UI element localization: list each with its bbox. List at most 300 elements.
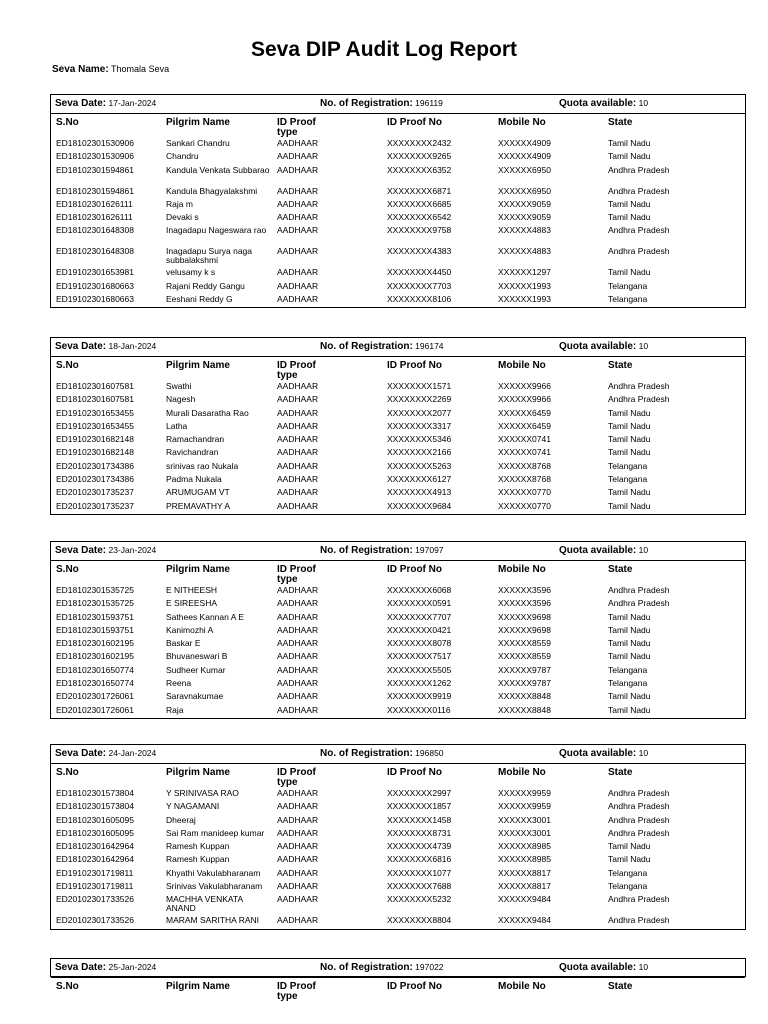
cell-mobile-no: XXXXXX6950 bbox=[498, 164, 551, 175]
registration-count-label: No. of Registration: bbox=[320, 98, 413, 109]
cell-id-proof-no: XXXXXXXX5263 bbox=[387, 460, 452, 471]
seva-date-label: Seva Date: bbox=[55, 545, 107, 556]
cell-state: Andhra Pradesh bbox=[608, 814, 670, 825]
cell-sno: ED18102301605095 bbox=[56, 814, 134, 825]
quota-available-value: 10 bbox=[638, 962, 649, 972]
cell-pilgrim-name: Ramachandran bbox=[166, 434, 225, 445]
cell-pilgrim-name: Sathees Kannan A E bbox=[166, 611, 244, 622]
cell-id-proof-type: AADHAAR bbox=[277, 894, 319, 905]
col-sno: S.No bbox=[56, 360, 79, 371]
cell-state: Tamil Nadu bbox=[608, 841, 651, 852]
seva-date-label: Seva Date: bbox=[55, 98, 107, 109]
cell-pilgrim-name: Kandula Bhagyalakshmi bbox=[166, 185, 258, 196]
cell-id-proof-no: XXXXXXXX9684 bbox=[387, 500, 452, 511]
column-headers bbox=[51, 978, 745, 1002]
cell-pilgrim-name: Devaki s bbox=[166, 212, 199, 223]
cell-state: Tamil Nadu bbox=[608, 854, 651, 865]
cell-mobile-no: XXXXXX8848 bbox=[498, 704, 551, 715]
block-header bbox=[51, 959, 745, 978]
cell-sno: ED18102301594861 bbox=[56, 164, 134, 175]
cell-mobile-no: XXXXXX6459 bbox=[498, 420, 551, 431]
table-row bbox=[51, 212, 745, 225]
seva-date-block bbox=[50, 337, 746, 515]
table-row bbox=[51, 474, 745, 487]
block-header bbox=[51, 542, 745, 561]
cell-state: Telangana bbox=[608, 280, 648, 291]
col-pilgrim-name: Pilgrim Name bbox=[166, 767, 230, 778]
cell-mobile-no: XXXXXX0741 bbox=[498, 447, 551, 458]
registration-count-value: 197097 bbox=[415, 545, 444, 555]
cell-id-proof-no: XXXXXXXX7703 bbox=[387, 280, 452, 291]
cell-state: Tamil Nadu bbox=[608, 198, 651, 209]
table-row bbox=[51, 788, 745, 801]
table-row bbox=[51, 461, 745, 474]
table-row bbox=[51, 487, 745, 500]
cell-state: Tamil Nadu bbox=[608, 638, 651, 649]
cell-pilgrim-name: Y SRINIVASA RAO bbox=[166, 788, 239, 798]
cell-id-proof-type: AADHAAR bbox=[277, 788, 319, 798]
registration-count-label: No. of Registration: bbox=[320, 748, 413, 759]
cell-id-proof-type: AADHAAR bbox=[277, 474, 319, 485]
registration-count-value: 196119 bbox=[415, 98, 443, 108]
cell-id-proof-no: XXXXXXXX4450 bbox=[387, 267, 452, 278]
cell-mobile-no: XXXXXX1993 bbox=[498, 280, 551, 291]
cell-sno: ED19102301680663 bbox=[56, 294, 134, 305]
cell-state: Telangana bbox=[608, 460, 648, 471]
col-id-proof-no: ID Proof No bbox=[387, 360, 442, 371]
cell-mobile-no: XXXXXX8768 bbox=[498, 474, 551, 485]
cell-mobile-no: XXXXXX9966 bbox=[498, 381, 551, 391]
cell-id-proof-type: AADHAAR bbox=[277, 915, 319, 926]
cell-state: Tamil Nadu bbox=[608, 138, 651, 148]
cell-state: Tamil Nadu bbox=[608, 651, 651, 662]
cell-pilgrim-name: Dheeraj bbox=[166, 814, 196, 825]
cell-sno: ED18102301626111 bbox=[56, 198, 133, 209]
quota-available-value: 10 bbox=[638, 748, 649, 758]
cell-id-proof-type: AADHAAR bbox=[277, 381, 319, 391]
quota-available-label: Quota available: bbox=[559, 748, 637, 759]
col-state: State bbox=[608, 767, 633, 778]
cell-state: Andhra Pradesh bbox=[608, 164, 670, 175]
quota-available-label: Quota available: bbox=[559, 545, 637, 556]
seva-date bbox=[55, 98, 156, 109]
cell-id-proof-no: XXXXXXXX1857 bbox=[387, 801, 452, 812]
col-id-proof-type: ID Proof type bbox=[277, 767, 316, 788]
cell-sno: ED18102301593751 bbox=[56, 611, 134, 622]
seva-date-block bbox=[50, 541, 746, 719]
cell-state: Tamil Nadu bbox=[608, 407, 651, 418]
cell-sno: ED19102301719811 bbox=[56, 867, 134, 878]
cell-id-proof-type: AADHAAR bbox=[277, 164, 319, 175]
cell-state: Tamil Nadu bbox=[608, 500, 651, 511]
cell-id-proof-no: XXXXXXXX2997 bbox=[387, 788, 452, 798]
cell-sno: ED18102301648308 bbox=[56, 225, 134, 236]
table-row bbox=[51, 246, 745, 267]
cell-mobile-no: XXXXXX4883 bbox=[498, 225, 551, 236]
table-row bbox=[51, 434, 745, 447]
cell-id-proof-type: AADHAAR bbox=[277, 585, 319, 595]
cell-id-proof-type: AADHAAR bbox=[277, 598, 319, 609]
col-state: State bbox=[608, 360, 633, 371]
cell-id-proof-no: XXXXXXXX0421 bbox=[387, 624, 452, 635]
cell-state: Tamil Nadu bbox=[608, 487, 651, 498]
seva-date-block bbox=[50, 958, 746, 1002]
cell-id-proof-no: XXXXXXXX9265 bbox=[387, 151, 452, 162]
cell-id-proof-no: XXXXXXXX1262 bbox=[387, 678, 452, 689]
cell-pilgrim-name: Latha bbox=[166, 420, 188, 431]
cell-pilgrim-name: Sudheer Kumar bbox=[166, 664, 226, 675]
cell-mobile-no: XXXXXX9959 bbox=[498, 788, 551, 798]
cell-sno: ED18102301535725 bbox=[56, 585, 134, 595]
cell-pilgrim-name: Rajani Reddy Gangu bbox=[166, 280, 245, 291]
cell-pilgrim-name: Raja m bbox=[166, 198, 193, 209]
cell-state: Telangana bbox=[608, 881, 648, 892]
quota-available bbox=[559, 98, 648, 109]
cell-state: Tamil Nadu bbox=[608, 151, 651, 162]
cell-sno: ED18102301626111 bbox=[56, 212, 133, 223]
cell-id-proof-no: XXXXXXXX9758 bbox=[387, 225, 452, 236]
cell-id-proof-type: AADHAAR bbox=[277, 138, 319, 148]
cell-sno: ED18102301648308 bbox=[56, 246, 134, 257]
cell-id-proof-type: AADHAAR bbox=[277, 420, 319, 431]
cell-mobile-no: XXXXXX0770 bbox=[498, 487, 551, 498]
cell-id-proof-type: AADHAAR bbox=[277, 198, 319, 209]
registration-count-label: No. of Registration: bbox=[320, 962, 413, 973]
cell-id-proof-no: XXXXXXXX3317 bbox=[387, 420, 452, 431]
cell-pilgrim-name: Ramesh Kuppan bbox=[166, 854, 230, 865]
cell-pilgrim-name: MARAM SARITHA RANI bbox=[166, 915, 260, 926]
col-pilgrim-name: Pilgrim Name bbox=[166, 564, 230, 575]
cell-state: Andhra Pradesh bbox=[608, 894, 670, 905]
table-row bbox=[51, 598, 745, 611]
col-sno: S.No bbox=[56, 117, 79, 128]
cell-sno: ED19102301653981 bbox=[56, 267, 134, 278]
cell-id-proof-type: AADHAAR bbox=[277, 280, 319, 291]
cell-pilgrim-name: Murali Dasaratha Rao bbox=[166, 407, 249, 418]
cell-state: Tamil Nadu bbox=[608, 434, 651, 445]
cell-mobile-no: XXXXXX3001 bbox=[498, 814, 551, 825]
cell-id-proof-type: AADHAAR bbox=[277, 394, 319, 405]
table-row bbox=[51, 612, 745, 625]
column-headers bbox=[51, 764, 745, 788]
cell-sno: ED19102301653455 bbox=[56, 407, 134, 418]
cell-sno: ED20102301734386 bbox=[56, 460, 134, 471]
cell-id-proof-type: AADHAAR bbox=[277, 854, 319, 865]
seva-date-value: 25-Jan-2024 bbox=[108, 962, 157, 972]
cell-mobile-no: XXXXXX1993 bbox=[498, 294, 551, 305]
cell-mobile-no: XXXXXX9059 bbox=[498, 212, 551, 223]
cell-mobile-no: XXXXXX9787 bbox=[498, 678, 551, 689]
table-row bbox=[51, 868, 745, 881]
cell-pilgrim-name: Kanimozhi A bbox=[166, 624, 214, 635]
seva-date bbox=[55, 748, 156, 759]
cell-mobile-no: XXXXXX9959 bbox=[498, 801, 551, 812]
seva-name-value: Thomala Seva bbox=[111, 64, 170, 74]
cell-id-proof-type: AADHAAR bbox=[277, 212, 319, 223]
cell-id-proof-no: XXXXXXXX8078 bbox=[387, 638, 452, 649]
cell-state: Telangana bbox=[608, 678, 648, 689]
cell-id-proof-type: AADHAAR bbox=[277, 678, 319, 689]
registration-count-label: No. of Registration: bbox=[320, 341, 413, 352]
cell-pilgrim-name: Ravichandran bbox=[166, 447, 219, 458]
cell-mobile-no: XXXXXX8559 bbox=[498, 651, 551, 662]
cell-sno: ED18102301573804 bbox=[56, 801, 134, 812]
cell-mobile-no: XXXXXX8985 bbox=[498, 854, 551, 865]
col-pilgrim-name: Pilgrim Name bbox=[166, 360, 230, 371]
table-row bbox=[51, 801, 745, 814]
cell-sno: ED20102301733526 bbox=[56, 915, 134, 926]
cell-id-proof-no: XXXXXXXX6816 bbox=[387, 854, 452, 865]
cell-state: Andhra Pradesh bbox=[608, 598, 670, 609]
cell-sno: ED20102301734386 bbox=[56, 474, 134, 485]
cell-state: Tamil Nadu bbox=[608, 611, 651, 622]
cell-id-proof-no: XXXXXXXX8106 bbox=[387, 294, 452, 305]
cell-id-proof-no: XXXXXXXX2432 bbox=[387, 138, 452, 148]
table-row bbox=[51, 705, 745, 718]
cell-id-proof-no: XXXXXXXX6352 bbox=[387, 164, 452, 175]
cell-id-proof-type: AADHAAR bbox=[277, 460, 319, 471]
table-row bbox=[51, 881, 745, 894]
quota-available-value: 10 bbox=[638, 341, 649, 351]
cell-sno: ED18102301530906 bbox=[56, 138, 134, 148]
table-row bbox=[51, 267, 745, 280]
cell-state: Andhra Pradesh bbox=[608, 381, 670, 391]
cell-state: Tamil Nadu bbox=[608, 212, 651, 223]
cell-sno: ED20102301735237 bbox=[56, 500, 134, 511]
cell-mobile-no: XXXXXX3001 bbox=[498, 827, 551, 838]
col-mobile-no: Mobile No bbox=[498, 564, 546, 575]
cell-state: Andhra Pradesh bbox=[608, 585, 670, 595]
cell-id-proof-no: XXXXXXXX8731 bbox=[387, 827, 452, 838]
cell-id-proof-no: XXXXXXXX2077 bbox=[387, 407, 452, 418]
cell-sno: ED18102301573804 bbox=[56, 788, 134, 798]
quota-available bbox=[559, 545, 648, 556]
cell-sno: ED19102301653455 bbox=[56, 420, 134, 431]
table-row bbox=[51, 138, 745, 151]
seva-date-value: 24-Jan-2024 bbox=[108, 748, 157, 758]
quota-available-label: Quota available: bbox=[559, 962, 637, 973]
report-title: Seva DIP Audit Log Report bbox=[250, 38, 518, 61]
table-row bbox=[51, 294, 745, 307]
table-row bbox=[51, 678, 745, 691]
cell-pilgrim-name: Baskar E bbox=[166, 638, 201, 649]
block-header bbox=[51, 95, 745, 114]
cell-id-proof-no: XXXXXXXX1077 bbox=[387, 867, 452, 878]
cell-pilgrim-name: PREMAVATHY A bbox=[166, 500, 231, 511]
cell-state: Telangana bbox=[608, 664, 648, 675]
table-row bbox=[51, 915, 745, 928]
cell-id-proof-type: AADHAAR bbox=[277, 881, 319, 892]
cell-sno: ED19102301719811 bbox=[56, 881, 134, 892]
col-pilgrim-name: Pilgrim Name bbox=[166, 981, 230, 992]
cell-sno: ED18102301650774 bbox=[56, 678, 134, 689]
cell-mobile-no: XXXXXX0770 bbox=[498, 500, 551, 511]
cell-id-proof-no: XXXXXXXX2166 bbox=[387, 447, 452, 458]
col-id-proof-type: ID Proof type bbox=[277, 564, 316, 585]
cell-mobile-no: XXXXXX9484 bbox=[498, 894, 551, 905]
cell-sno: ED18102301605095 bbox=[56, 827, 134, 838]
cell-mobile-no: XXXXXX6950 bbox=[498, 185, 551, 196]
cell-state: Andhra Pradesh bbox=[608, 827, 670, 838]
cell-id-proof-no: XXXXXXXX6871 bbox=[387, 185, 452, 196]
table-row bbox=[51, 585, 745, 598]
cell-id-proof-type: AADHAAR bbox=[277, 841, 319, 852]
table-row bbox=[51, 691, 745, 704]
cell-pilgrim-name: Saravnakumae bbox=[166, 691, 224, 702]
cell-sno: ED18102301594861 bbox=[56, 185, 134, 196]
cell-id-proof-no: XXXXXXXX0116 bbox=[387, 704, 451, 715]
cell-pilgrim-name: Chandru bbox=[166, 151, 199, 162]
cell-id-proof-type: AADHAAR bbox=[277, 624, 319, 635]
col-id-proof-no: ID Proof No bbox=[387, 117, 442, 128]
registration-count-value: 197022 bbox=[415, 962, 444, 972]
col-pilgrim-name: Pilgrim Name bbox=[166, 117, 230, 128]
col-sno: S.No bbox=[56, 767, 79, 778]
cell-id-proof-no: XXXXXXXX7707 bbox=[387, 611, 452, 622]
cell-pilgrim-name: Padma Nukala bbox=[166, 474, 222, 485]
cell-id-proof-type: AADHAAR bbox=[277, 407, 319, 418]
cell-id-proof-type: AADHAAR bbox=[277, 867, 319, 878]
seva-name-label: Seva Name: bbox=[52, 64, 109, 75]
seva-date bbox=[55, 341, 156, 352]
quota-available-label: Quota available: bbox=[559, 98, 637, 109]
cell-pilgrim-name: velusamy k s bbox=[166, 267, 216, 278]
cell-sno: ED20102301733526 bbox=[56, 894, 134, 905]
cell-id-proof-no: XXXXXXXX6068 bbox=[387, 585, 452, 595]
table-row bbox=[51, 828, 745, 841]
cell-sno: ED18102301607581 bbox=[56, 394, 134, 405]
seva-date bbox=[55, 962, 156, 973]
cell-id-proof-no: XXXXXXXX9919 bbox=[387, 691, 452, 702]
cell-pilgrim-name: Nagesh bbox=[166, 394, 196, 405]
cell-mobile-no: XXXXXX6459 bbox=[498, 407, 551, 418]
column-headers bbox=[51, 114, 745, 138]
table-row bbox=[51, 665, 745, 678]
cell-id-proof-no: XXXXXXXX6542 bbox=[387, 212, 452, 223]
cell-id-proof-type: AADHAAR bbox=[277, 814, 319, 825]
seva-date-value: 23-Jan-2024 bbox=[108, 545, 157, 555]
table-row bbox=[51, 815, 745, 828]
cell-pilgrim-name: Sankari Chandru bbox=[166, 138, 230, 148]
col-state: State bbox=[608, 564, 633, 575]
col-state: State bbox=[608, 117, 633, 128]
table-row bbox=[51, 841, 745, 854]
cell-id-proof-no: XXXXXXXX1458 bbox=[387, 814, 452, 825]
cell-id-proof-type: AADHAAR bbox=[277, 500, 319, 511]
cell-sno: ED18102301642964 bbox=[56, 854, 134, 865]
col-id-proof-type: ID Proof type bbox=[277, 117, 316, 138]
cell-id-proof-type: AADHAAR bbox=[277, 664, 319, 675]
cell-id-proof-no: XXXXXXXX6127 bbox=[387, 474, 452, 485]
cell-id-proof-no: XXXXXXXX4383 bbox=[387, 246, 452, 257]
cell-mobile-no: XXXXXX1297 bbox=[498, 267, 551, 278]
cell-pilgrim-name: ARUMUGAM VT bbox=[166, 487, 230, 498]
cell-sno: ED19102301682148 bbox=[56, 434, 134, 445]
cell-state: Andhra Pradesh bbox=[608, 185, 670, 196]
quota-available-label: Quota available: bbox=[559, 341, 637, 352]
cell-sno: ED18102301530906 bbox=[56, 151, 134, 162]
col-sno: S.No bbox=[56, 981, 79, 992]
cell-id-proof-type: AADHAAR bbox=[277, 447, 319, 458]
column-headers bbox=[51, 357, 745, 381]
block-header bbox=[51, 745, 745, 764]
cell-mobile-no: XXXXXX8848 bbox=[498, 691, 551, 702]
cell-sno: ED18102301535725 bbox=[56, 598, 134, 609]
cell-mobile-no: XXXXXX9787 bbox=[498, 664, 551, 675]
cell-id-proof-type: AADHAAR bbox=[277, 151, 319, 162]
cell-mobile-no: XXXXXX4883 bbox=[498, 246, 551, 257]
quota-available bbox=[559, 341, 648, 352]
cell-id-proof-no: XXXXXXXX7688 bbox=[387, 881, 452, 892]
registration-count-value: 196174 bbox=[415, 341, 444, 351]
cell-mobile-no: XXXXXX8817 bbox=[498, 867, 551, 878]
cell-sno: ED18102301642964 bbox=[56, 841, 134, 852]
cell-mobile-no: XXXXXX3596 bbox=[498, 598, 551, 609]
seva-name bbox=[52, 64, 169, 75]
seva-date-value: 17-Jan-2024 bbox=[108, 98, 157, 108]
registration-count bbox=[320, 341, 444, 352]
cell-id-proof-type: AADHAAR bbox=[277, 691, 319, 702]
cell-id-proof-type: AADHAAR bbox=[277, 827, 319, 838]
cell-id-proof-no: XXXXXXXX4913 bbox=[387, 487, 452, 498]
cell-sno: ED18102301650774 bbox=[56, 664, 134, 675]
cell-sno: ED18102301602195 bbox=[56, 638, 134, 649]
cell-pilgrim-name: E SIREESHA bbox=[166, 598, 218, 609]
cell-id-proof-no: XXXXXXXX6685 bbox=[387, 198, 452, 209]
seva-date-value: 18-Jan-2024 bbox=[108, 341, 157, 351]
cell-sno: ED20102301726061 bbox=[56, 704, 134, 715]
col-id-proof-type: ID Proof type bbox=[277, 981, 316, 1002]
table-row bbox=[51, 186, 745, 199]
cell-id-proof-no: XXXXXXXX5505 bbox=[387, 664, 452, 675]
col-mobile-no: Mobile No bbox=[498, 360, 546, 371]
cell-id-proof-no: XXXXXXXX2269 bbox=[387, 394, 452, 405]
cell-pilgrim-name: E NITHEESH bbox=[166, 585, 218, 595]
quota-available bbox=[559, 962, 648, 973]
col-mobile-no: Mobile No bbox=[498, 117, 546, 128]
cell-state: Telangana bbox=[608, 294, 648, 305]
cell-mobile-no: XXXXXX9484 bbox=[498, 915, 551, 926]
table-row bbox=[51, 894, 745, 915]
cell-id-proof-type: AADHAAR bbox=[277, 246, 319, 257]
seva-date-label: Seva Date: bbox=[55, 748, 107, 759]
cell-sno: ED19102301682148 bbox=[56, 447, 134, 458]
column-headers bbox=[51, 561, 745, 585]
table-row bbox=[51, 151, 745, 164]
col-id-proof-no: ID Proof No bbox=[387, 767, 442, 778]
table-row bbox=[51, 625, 745, 638]
cell-sno: ED18102301593751 bbox=[56, 624, 134, 635]
cell-mobile-no: XXXXXX3596 bbox=[498, 585, 551, 595]
cell-state: Tamil Nadu bbox=[608, 267, 651, 278]
cell-id-proof-type: AADHAAR bbox=[277, 225, 319, 236]
cell-pilgrim-name: Reena bbox=[166, 678, 192, 689]
col-sno: S.No bbox=[56, 564, 79, 575]
seva-date-block bbox=[50, 744, 746, 930]
col-mobile-no: Mobile No bbox=[498, 981, 546, 992]
table-row bbox=[51, 199, 745, 212]
quota-available-value: 10 bbox=[638, 545, 649, 555]
cell-pilgrim-name: Ramesh Kuppan bbox=[166, 841, 230, 852]
cell-pilgrim-name: Kandula Venkata Subbarao bbox=[166, 164, 270, 175]
cell-id-proof-no: XXXXXXXX8804 bbox=[387, 915, 452, 926]
table-row bbox=[51, 854, 745, 867]
registration-count bbox=[320, 545, 444, 556]
cell-pilgrim-name: Sai Ram manideep kumar bbox=[166, 827, 265, 838]
cell-id-proof-no: XXXXXXXX0591 bbox=[387, 598, 452, 609]
seva-date bbox=[55, 545, 156, 556]
cell-state: Tamil Nadu bbox=[608, 420, 651, 431]
